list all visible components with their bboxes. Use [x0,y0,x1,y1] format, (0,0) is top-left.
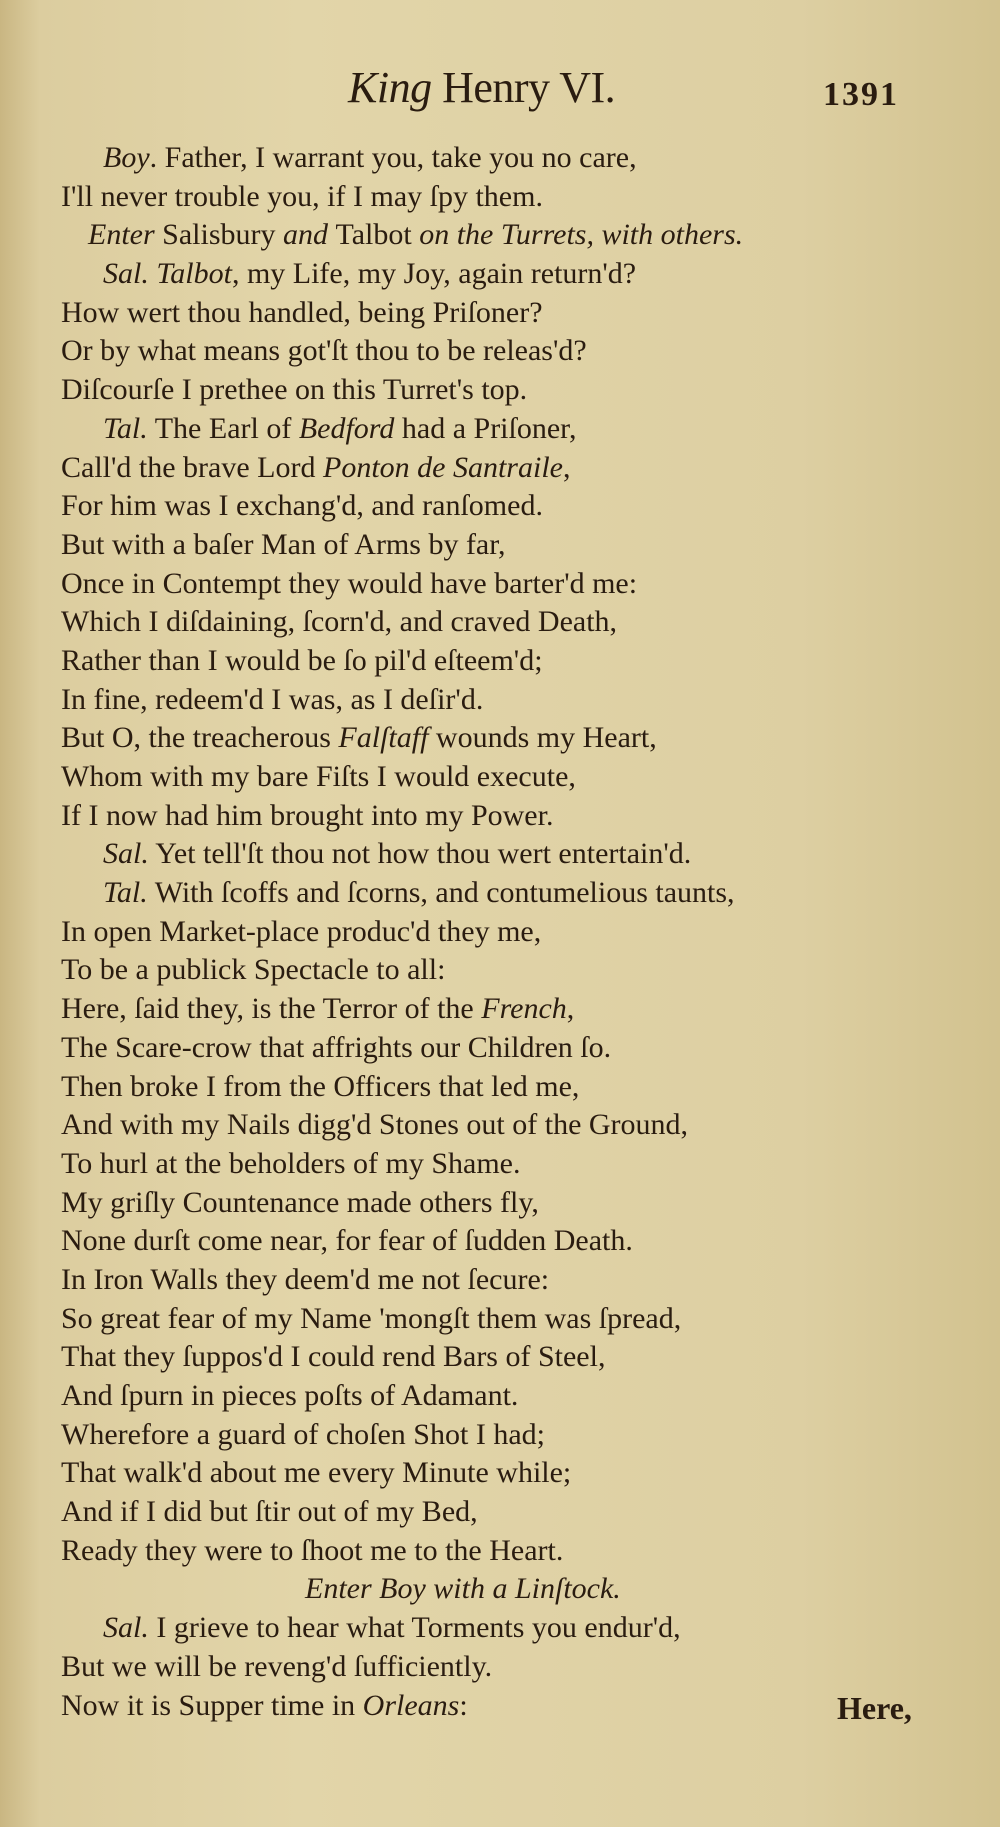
verse-line [0,719,1000,758]
text-segment: Now it is Supper time in [61,1688,363,1722]
text-segment: To be a publick Spectacle to all: [61,953,446,987]
verse-line [0,1609,1000,1648]
verse-line [0,1454,1000,1493]
verse-line [0,1377,1000,1416]
text-segment: , my Life, my Joy, again return'd? [231,257,637,291]
verse-line [0,410,1000,449]
running-header [0,62,1000,122]
text-segment: And if I did but ſtir out of my Bed, [61,1495,478,1529]
verse-line [0,371,1000,410]
verse-line [0,255,1000,294]
stage-direction [0,216,1000,255]
verse-line [0,603,1000,642]
italic-text: Sal. [103,837,149,871]
italic-text: Falſtaff [338,721,429,755]
text-segment: But O, the treacherous [61,721,339,755]
verse-line [0,913,1000,952]
verse-line [0,139,1000,178]
verse-line [0,1261,1000,1300]
text-segment: In fine, redeem'd I was, as I deſir'd. [61,682,484,716]
italic-text: Tal. [103,411,148,445]
verse-line [0,1493,1000,1532]
verse-line [0,449,1000,488]
verse-line [0,1532,1000,1571]
running-title [348,62,615,113]
text-segment: That walk'd about me every Minute while; [61,1456,572,1490]
verse-line [0,332,1000,371]
text-segment: But we will be reveng'd ſufficiently. [61,1649,493,1683]
verse-line [0,1416,1000,1455]
text-segment: In open Market-place produc'd they me, [61,914,542,948]
verse-line [0,1068,1000,1107]
text-segment: Rather than I would be ſo pil'd eſteem'd; [61,643,543,677]
verse-line [0,526,1000,565]
italic-text: Tal. [103,876,148,910]
italic-text: Boy [103,141,150,174]
text-segment: With ſcoffs and ſcorns, and contumelious taunts, [147,876,735,910]
verse-line [0,565,1000,604]
text-segment: Here, ſaid they, is the Terror of the [61,992,482,1026]
catchword: Here, [837,1690,912,1726]
text-segment: . Father, I warrant you, take you no care, [149,141,637,174]
text-segment: For him was I exchang'd, and ranſomed. [61,489,543,523]
italic-text: Ponton de Santraile [323,450,563,484]
text-segment: Talbot [335,218,420,252]
text-segment: wounds my Heart, [428,721,657,755]
verse-line [0,797,1000,836]
italic-text: Enter Boy with a Linſtock. [305,1572,621,1606]
text-segment: Salisbury [162,218,283,252]
text-segment: : [459,1688,468,1722]
text-segment: That they ſuppos'd I could rend Bars of Steel, [61,1340,606,1374]
text-segment: So great fear of my Name 'mongſt them was ſpread, [61,1301,682,1335]
verse-line [0,835,1000,874]
text-segment: Which I diſdaining, ſcorn'd, and craved Death, [61,605,618,639]
text-segment: , [562,450,571,484]
text-segment: The Earl of [147,411,299,445]
text-segment: How wert thou handled, being Priſoner? [61,295,543,329]
verse-line [0,758,1000,797]
text-segment: Wherefore a guard of choſen Shot I had; [61,1417,545,1451]
text-segment: To hurl at the beholders of my Shame. [61,1146,521,1180]
verse-line [0,294,1000,333]
text-segment: Whom with my bare Fiſts I would execute, [61,760,576,793]
verse-line [0,1648,1000,1687]
verse-line [0,487,1000,526]
text-segment: And with my Nails digg'd Stones out of the Ground, [61,1108,689,1142]
text-segment: I'll never trouble you, if I may ſpy them. [61,179,543,213]
text-segment: Yet tell'ſt thou not how thou wert entertain'd. [148,837,692,871]
verse-line [0,874,1000,913]
play-text [0,139,1000,1725]
verse-line [0,1338,1000,1377]
text-segment: Call'd the brave Lord [61,450,323,484]
italic-text: Bedford [298,411,395,445]
italic-text: Orleans [362,1688,460,1722]
running-title-italic: King [348,63,432,112]
text-segment: I grieve to hear what Torments you endur'd, [148,1611,681,1645]
text-segment: In Iron Walls they deem'd me not ſecure: [61,1262,550,1296]
text-segment: , [566,992,575,1026]
running-title-rest: Henry VI. [431,63,616,112]
text-segment: And ſpurn in pieces poſts of Adamant. [61,1379,519,1412]
text-segment: None durſt come near, for fear of ſudden Death. [61,1224,633,1258]
text-segment: had a Priſoner, [394,411,577,445]
text-segment: Once in Contempt they would have barter'd me: [61,566,638,600]
verse-line [0,951,1000,990]
italic-text: and [283,218,336,252]
text-segment: Or by what means got'ſt thou to be releas'd? [61,334,587,368]
text-segment: Then broke I from the Officers that led me, [61,1069,580,1103]
verse-line [0,1222,1000,1261]
verse-line [0,642,1000,681]
verse-line [0,178,1000,217]
text-segment: The Scare-crow that affrights our Children ſo. [61,1030,612,1064]
text-segment: But with a baſer Man of Arms by far, [61,527,506,561]
italic-text: Sal. [103,1611,149,1645]
text-segment: My griſly Countenance made others fly, [61,1185,539,1219]
italic-text: Sal. Talbot [103,257,232,291]
italic-text: on the Turrets, with others. [419,218,744,252]
page-number: 1391 [823,76,899,113]
verse-line [0,990,1000,1029]
verse-line [0,1029,1000,1068]
text-segment: If I now had him brought into my Power. [61,798,554,832]
verse-line [0,1145,1000,1184]
text-segment: Diſcourſe I prethee on this Turret's top. [61,373,528,407]
verse-line [0,1106,1000,1145]
italic-text: Enter [88,218,163,252]
italic-text: French [481,992,567,1026]
text-segment: Ready they were to ſhoot me to the Heart. [61,1533,564,1567]
verse-line [0,681,1000,720]
verse-line [0,1184,1000,1223]
verse-line [0,1300,1000,1339]
stage-direction [0,1570,1000,1609]
